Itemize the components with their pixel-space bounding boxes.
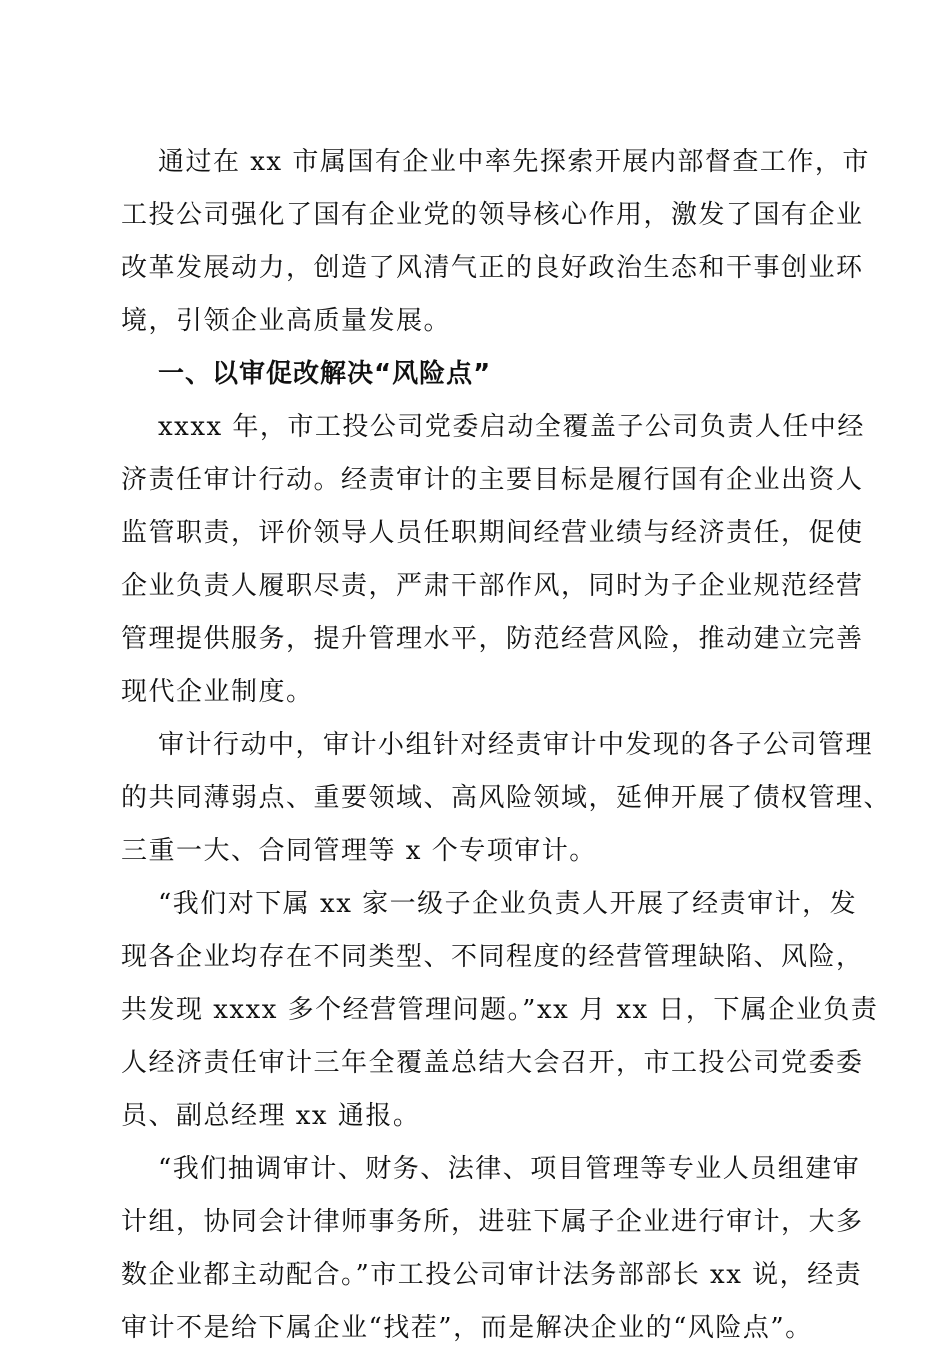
text-line: 通过在 xx 市属国有企业中率先探索开展内部督查工作，市 [158,147,870,177]
text-line: 三重一大、合同管理等 x 个专项审计。 [121,836,597,866]
paragraph-quote-report [121,878,879,1143]
text-line: 计组，协同会计律师事务所，进驻下属子企业进行审计，大多 [121,1207,864,1237]
section-heading [121,348,833,401]
text-line: 人经济责任审计三年全覆盖总结大会召开，市工投公司党委委 [121,1048,864,1078]
text-line: 员、副总经理 xx 通报。 [121,1101,421,1131]
text-line: 共发现 xxxx 多个经营管理问题。”xx 月 xx 日，下属企业负责 [121,995,879,1025]
paragraph-audit-launch [121,401,865,719]
text-line: 审计行动中，审计小组针对经责审计中发现的各子公司管理 [158,730,874,760]
text-line: xxxx 年，市工投公司党委启动全覆盖子公司负责人任中经 [158,412,865,442]
heading-text: 一、以审促改解决“风险点” [158,359,492,389]
text-line: 工投公司强化了国有企业党的领导核心作用，激发了国有企业 [121,200,864,230]
text-line: 现代企业制度。 [121,677,314,707]
paragraph-quote-team [121,1143,864,1355]
text-line: 改革发展动力，创造了风清气正的良好政治生态和干事创业环 [121,253,864,283]
text-line: “我们对下属 xx 家一级子企业负责人开展了经责审计，发 [158,889,858,919]
paragraph-special-audits [121,719,892,878]
text-line: 企业负责人履职尽责，严肃干部作风，同时为子企业规范经营 [121,571,864,601]
text-line: 的共同薄弱点、重要领域、高风险领域，延伸开展了债权管理、 [121,783,892,813]
text-line: 审计不是给下属企业“找茬”，而是解决企业的“风险点”。 [121,1313,813,1343]
text-line: 管理提供服务，提升管理水平，防范经营风险，推动建立完善 [121,624,864,654]
text-line: 现各企业均存在不同类型、不同程度的经营管理缺陷、风险， [121,942,864,972]
text-line: 数企业都主动配合。”市工投公司审计法务部部长 xx 说，经责 [121,1260,863,1290]
paragraph-intro [121,136,870,348]
text-line: 监管职责，评价领导人员任职期间经营业绩与经济责任，促使 [121,518,864,548]
text-line: “我们抽调审计、财务、法律、项目管理等专业人员组建审 [158,1154,861,1184]
document-body [121,136,892,1355]
text-line: 济责任审计行动。经责审计的主要目标是履行国有企业出资人 [121,465,864,495]
text-line: 境，引领企业高质量发展。 [121,306,452,336]
